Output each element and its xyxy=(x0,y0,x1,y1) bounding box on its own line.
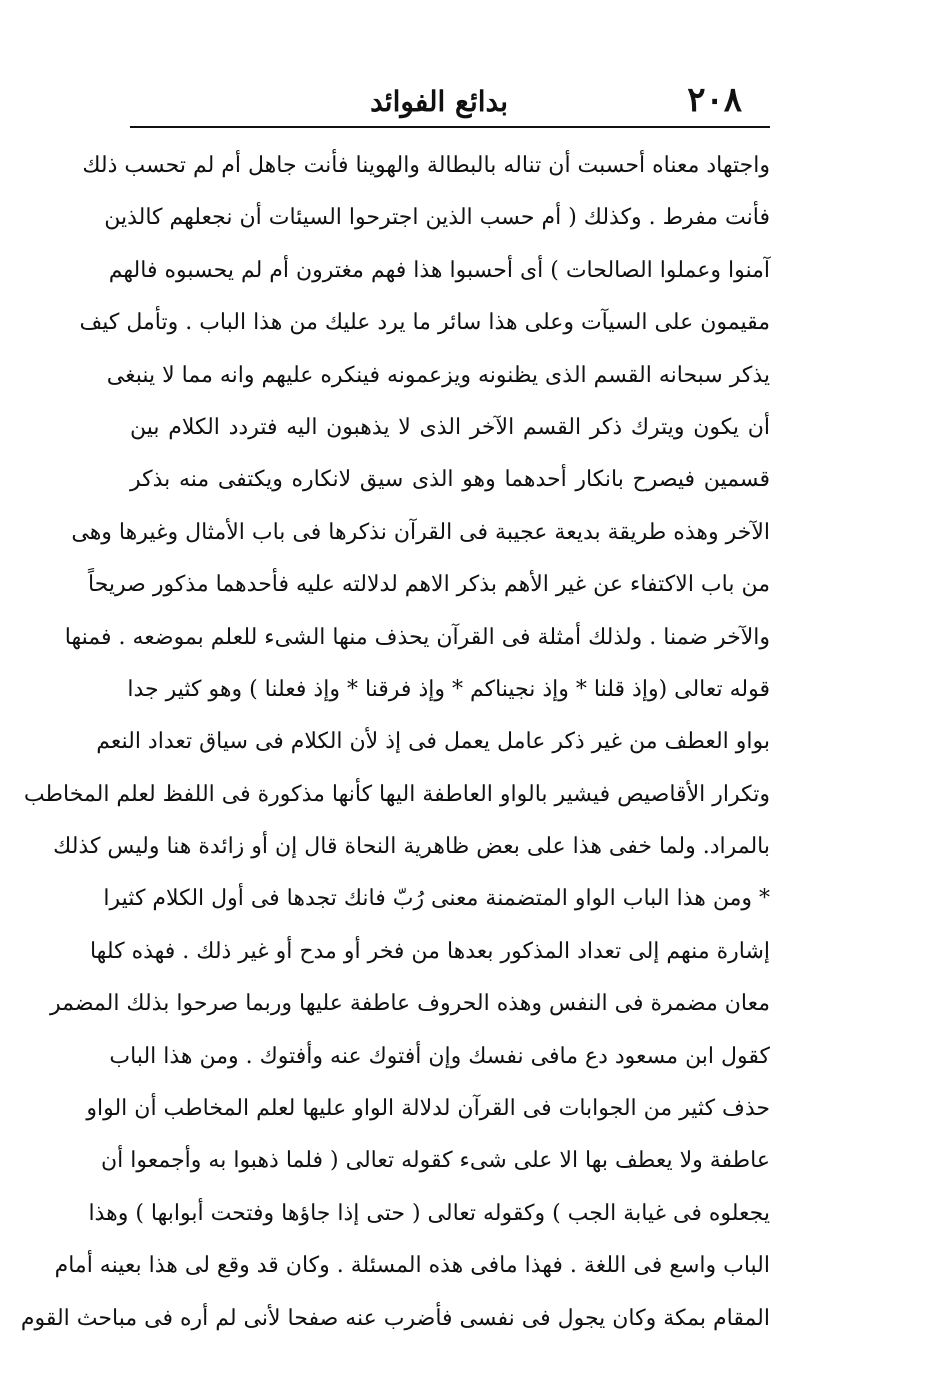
text-line: يذكر سبحانه القسم الذى يظنونه ويزعمونه فينكره عليهم وانه مما لا ينبغى xyxy=(106,362,770,388)
text-line: حذف كثير من الجوابات فى القرآن لدلالة الواو عليها لعلم المخاطب أن الواو xyxy=(86,1096,770,1122)
text-line: مقيمون على السيآت وعلى هذا سائر ما يرد عليك من هذا الباب . وتأمل كيف xyxy=(79,310,770,336)
text-line: الباب واسع فى اللغة . فهذا مافى هذه المسئلة . وكان قد وقع لى هذا بعينه أمام xyxy=(54,1253,770,1279)
text-line: الآخر وهذه طريقة بديعة عجيبة فى القرآن نذكرها فى باب الأمثال وغيرها وهى xyxy=(71,519,770,545)
text-line: المقام بمكة وكان يجول فى نفسى فأضرب عنه صفحا لأنى لم أره فى مباحث القوم xyxy=(20,1305,770,1331)
text-line: يجعلوه فى غيابة الجب ) وكقوله تعالى ( حتى إذا جاؤها وفتحت أبوابها ) وهذا xyxy=(88,1200,770,1226)
text-line: أن يكون ويترك ذكر القسم الآخر الذى لا يذهبون اليه فتردد الكلام بين xyxy=(130,414,770,440)
text-line: عاطفة ولا يعطف بها الا على شىء كقوله تعالى ( فلما ذهبوا به وأجمعوا أن xyxy=(101,1148,770,1174)
header-rule xyxy=(130,126,770,128)
running-title: بدائع الفوائد xyxy=(370,85,508,118)
text-line: كقول ابن مسعود دع مافى نفسك وإن أفتوك عنه وأفتوك . ومن هذا الباب xyxy=(109,1043,770,1069)
text-line: بواو العطف من غير ذكر عامل يعمل فى إذ لأن الكلام فى سياق تعداد النعم xyxy=(96,729,770,755)
text-line: من باب الاكتفاء عن غير الأهم بذكر الاهم لدلالته عليه فأحدهما مذكور صريحاً xyxy=(88,572,770,598)
text-line: * ومن هذا الباب الواو المتضمنة معنى رُبّ فانك تجدها فى أول الكلام كثيرا xyxy=(103,886,770,912)
page-number: ٢٠٨ xyxy=(687,80,742,120)
text-line: قوله تعالى (وإذ قلنا * وإذ نجيناكم * وإذ فرقنا * وإذ فعلنا ) وهو كثير جدا xyxy=(127,676,770,702)
page-header xyxy=(130,78,770,124)
text-line: فأنت مفرط . وكذلك ( أم حسب الذين اجترحوا السيئات أن نجعلهم كالذين xyxy=(104,205,770,231)
body-text xyxy=(20,140,770,1345)
text-line: إشارة منهم إلى تعداد المذكور بعدها من فخر أو مدح أو غير ذلك . فهذه كلها xyxy=(89,938,770,964)
text-line: وتكرار الأقاصيص فيشير بالواو العاطفة اليها كأنها مذكورة فى اللفظ لعلم المخاطب xyxy=(23,781,770,807)
text-line: بالمراد. ولما خفى هذا على بعض ظاهرية النحاة قال إن أو زائدة هنا وليس كذلك xyxy=(53,834,770,860)
text-line: قسمين فيصرح بانكار أحدهما وهو الذى سيق لانكاره ويكتفى منه بذكر xyxy=(130,467,770,493)
text-line: معان مضمرة فى النفس وهذه الحروف عاطفة عليها وربما صرحوا بذلك المضمر xyxy=(49,991,770,1017)
text-line: والآخر ضمنا . ولذلك أمثلة فى القرآن يحذف منها الشىء للعلم بموضعه . فمنها xyxy=(64,624,770,650)
text-line: واجتهاد معناه أحسبت أن تناله بالبطالة والهوينا فأنت جاهل أم لم تحسب ذلك xyxy=(82,153,770,178)
text-line: آمنوا وعملوا الصالحات ) أى أحسبوا هذا فهم مغترون أم لم يحسبوه فالهم xyxy=(108,257,770,283)
